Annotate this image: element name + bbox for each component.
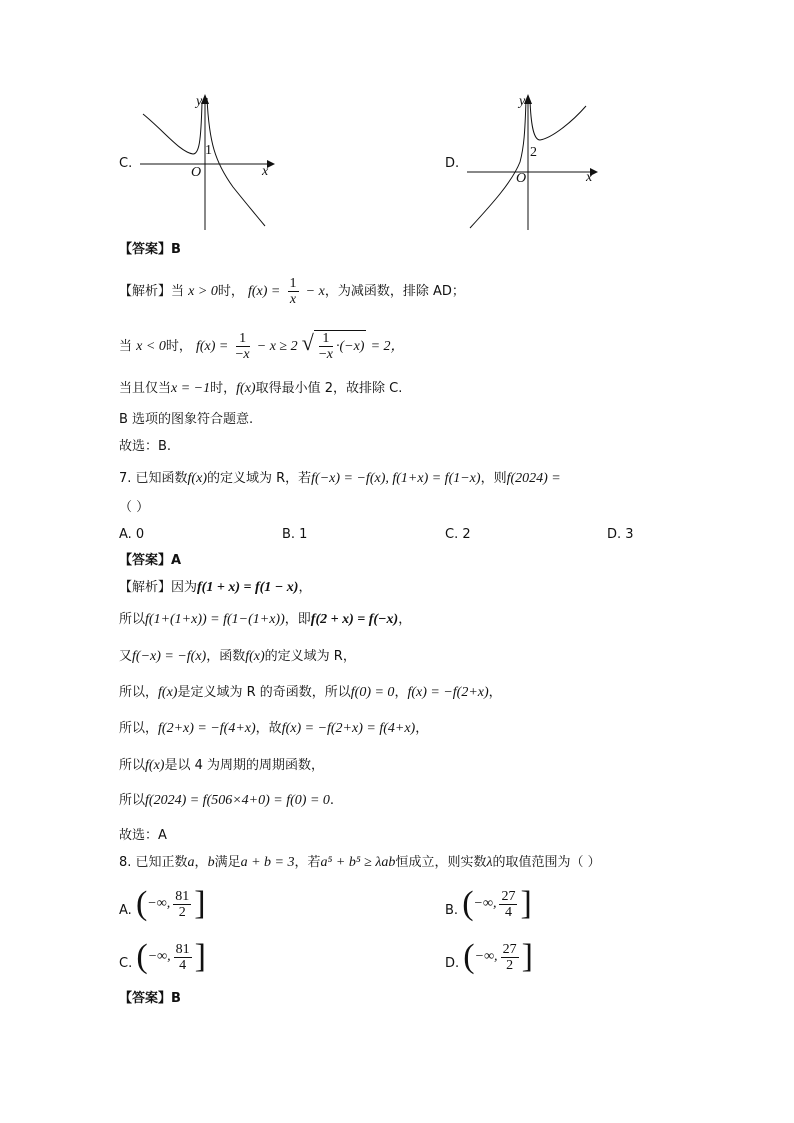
q7-l2-d: f(2 + x) = f(−x): [310, 612, 399, 627]
q7-analysis-line3: [119, 647, 356, 667]
q6-analysis-line2: [119, 328, 405, 362]
q8-stem-a: 8. 已知正数: [119, 855, 188, 870]
q7-l4-b: f(x): [158, 685, 178, 700]
graph-option-c: [135, 92, 280, 232]
graph-d-origin: O: [516, 171, 527, 186]
q7-analysis-line1: [119, 578, 311, 598]
q7-l1-c: ，: [298, 580, 312, 595]
q7-l3-e: 的定义域为 R，: [264, 649, 356, 664]
q8-option-d-interval: ( −∞, $\frac{27}{2}$ ]: [463, 938, 533, 975]
q7-l4-a: 所以，: [119, 685, 159, 700]
q7-l6-b: f(x): [145, 758, 165, 773]
q7-l1-a: 【解析】因为: [119, 580, 198, 595]
q8-option-b-letter: B.: [445, 903, 459, 918]
q8-option-a-interval: ( −∞, $\frac{81}{2}$ ]: [135, 885, 206, 922]
q7-l2-c: ，即: [284, 612, 311, 627]
graph-c-x-label: x: [262, 164, 269, 179]
q7-l4-d: f(0) = 0: [350, 685, 395, 700]
q7-analysis-line6: [119, 756, 324, 776]
q7-l4-e: ，: [394, 685, 408, 700]
q6-line3-b: x = −1: [171, 381, 211, 396]
q8-option-a-letter: A.: [119, 903, 132, 918]
q6-fraction-1-over-x: $\frac{1}{x}$: [289, 276, 297, 307]
q6-cond2: x < 0: [136, 339, 166, 354]
option-c-label: C.: [119, 156, 133, 171]
q8-stem-b: a: [187, 855, 195, 870]
q6-analysis-line5: 故选：B.: [119, 439, 172, 454]
q8-stem-f: a + b = 3: [240, 855, 295, 870]
q7-analysis-line7: [119, 791, 334, 811]
q7-analysis-line4: [119, 683, 502, 703]
option-d-label: D.: [445, 156, 460, 171]
q6-when2: 当: [119, 339, 133, 354]
q6-fx2: f(x) =: [195, 339, 229, 354]
q7-l5-b: f(2+x) = −f(4+x): [158, 721, 256, 736]
q7-l5-d: f(x) = −f(2+x) = f(4+x): [281, 721, 416, 736]
q7-l4-g: ，: [488, 685, 502, 700]
q6-analysis-line4: B 选项的图象符合题意.: [119, 412, 254, 427]
graph-c-tick: 1: [205, 143, 212, 158]
q7-l6-c: 是以 4 为周期的周期函数，: [164, 758, 324, 773]
q7-stem-f: f(2024) =: [506, 471, 561, 486]
q7-stem-d: f(−x) = −f(x), f(1+x) = f(1−x): [311, 471, 481, 486]
q7-l2-a: 所以: [119, 612, 146, 627]
q6-cond1: x > 0: [188, 284, 218, 299]
q6-line3-a: 当且仅当: [119, 381, 172, 396]
q7-stem-a: 7. 已知函数: [119, 471, 188, 486]
q7-stem-e: ，则: [480, 471, 507, 486]
q8-stem: [119, 853, 601, 873]
q6-mid2: − x ≥ 2: [256, 339, 298, 354]
sqrt-symbol: √: [301, 330, 314, 355]
q7-option-a[interactable]: A. 0: [119, 527, 145, 542]
q7-stem-c: 的定义域为 R，若: [206, 471, 312, 486]
graph-c-y-label: y: [196, 94, 203, 109]
q6-analysis-line1: [119, 276, 465, 307]
q6-analysis-prefix: 【解析】当: [119, 284, 185, 299]
q8-stem-e: 满足: [214, 855, 241, 870]
q6-fx1: f(x) =: [247, 284, 281, 299]
q7-l6-a: 所以: [119, 758, 146, 773]
q7-l3-a: 又: [119, 649, 133, 664]
q6-time1: 时，: [217, 284, 244, 299]
q7-option-b[interactable]: B. 1: [282, 527, 308, 542]
q8-option-b[interactable]: [445, 887, 532, 921]
q8-option-c-letter: C.: [119, 956, 133, 971]
q7-analysis-line5: [119, 719, 428, 739]
q7-option-c[interactable]: C. 2: [445, 527, 471, 542]
q8-stem-k: 的取值范围为（ ）: [492, 855, 601, 870]
q7-l4-c: 是定义域为 R 的奇函数，所以: [177, 685, 351, 700]
graph-c-origin: O: [191, 165, 202, 180]
q6-fraction-1-over-neg-x: $\frac{1}{-x}$: [235, 331, 250, 362]
q8-option-c-interval: ( −∞, $\frac{81}{4}$ ]: [136, 938, 206, 975]
q7-l1-b: f(1 + x) = f(1 − x): [197, 580, 299, 595]
q7-option-d[interactable]: D. 3: [607, 527, 634, 542]
q7-l3-c: ，函数: [206, 649, 246, 664]
q8-stem-d: b: [207, 855, 215, 870]
q6-end2: = 2，: [370, 339, 405, 354]
q7-l5-e: ，: [415, 721, 429, 736]
q6-line3-e: 取得最小值 2，故排除 C.: [255, 381, 403, 396]
graph-d-y-label: y: [519, 94, 526, 109]
q6-analysis-line3: [119, 379, 402, 399]
graph-d-x-label: x: [586, 170, 593, 185]
q6-answer: 【答案】B: [119, 242, 181, 257]
q6-sqrt-tail: ·(−x): [335, 339, 365, 354]
q7-l4-f: f(x) = −f(2+x): [407, 685, 489, 700]
q7-l3-d: f(x): [245, 649, 265, 664]
q8-stem-i: 恒成立，则实数: [395, 855, 487, 870]
q8-option-d-letter: D.: [445, 956, 460, 971]
q6-minus-x: − x: [305, 284, 325, 299]
q7-l5-a: 所以，: [119, 721, 159, 736]
q7-answer: 【答案】A: [119, 553, 182, 568]
q8-option-a[interactable]: [119, 887, 206, 921]
q6-sqrt-body: $\frac{1}{-x}$ ·(−x): [314, 330, 367, 362]
q6-line3-d: f(x): [236, 381, 256, 396]
q7-stem-b: f(x): [187, 471, 207, 486]
q7-l7-c: .: [329, 793, 335, 808]
q7-l7-a: 所以: [119, 793, 146, 808]
q6-reason1: ，为减函数，排除 AD；: [324, 284, 465, 299]
q8-answer: 【答案】B: [119, 991, 181, 1006]
graph-d-tick: 2: [530, 145, 537, 160]
q8-option-b-interval: ( −∞, $\frac{27}{4}$ ]: [462, 885, 532, 922]
q7-l3-b: f(−x) = −f(x): [132, 649, 207, 664]
q8-stem-h: a⁵ + b⁵ ≥ λab: [320, 855, 396, 870]
q8-option-d[interactable]: [445, 940, 533, 974]
q7-analysis-line8: 故选：A: [119, 828, 167, 843]
q7-l7-b: f(2024) = f(506×4+0) = f(0) = 0: [145, 793, 330, 808]
q7-l2-e: ，: [398, 612, 412, 627]
q6-time2: 时，: [165, 339, 192, 354]
q6-line3-c: 时，: [210, 381, 237, 396]
q8-stem-j: λ: [486, 855, 493, 870]
q7-analysis-line2: [119, 610, 411, 630]
q7-l2-b: f(1+(1+x)) = f(1−(1+x)): [145, 612, 285, 627]
q7-stem: [119, 469, 561, 489]
q8-stem-c: ，: [194, 855, 208, 870]
graph-option-d: [462, 92, 602, 232]
q7-l5-c: ，故: [255, 721, 282, 736]
q8-option-c[interactable]: [119, 940, 206, 974]
q7-paren: （ ）: [119, 500, 150, 515]
q8-stem-g: ，若: [294, 855, 321, 870]
